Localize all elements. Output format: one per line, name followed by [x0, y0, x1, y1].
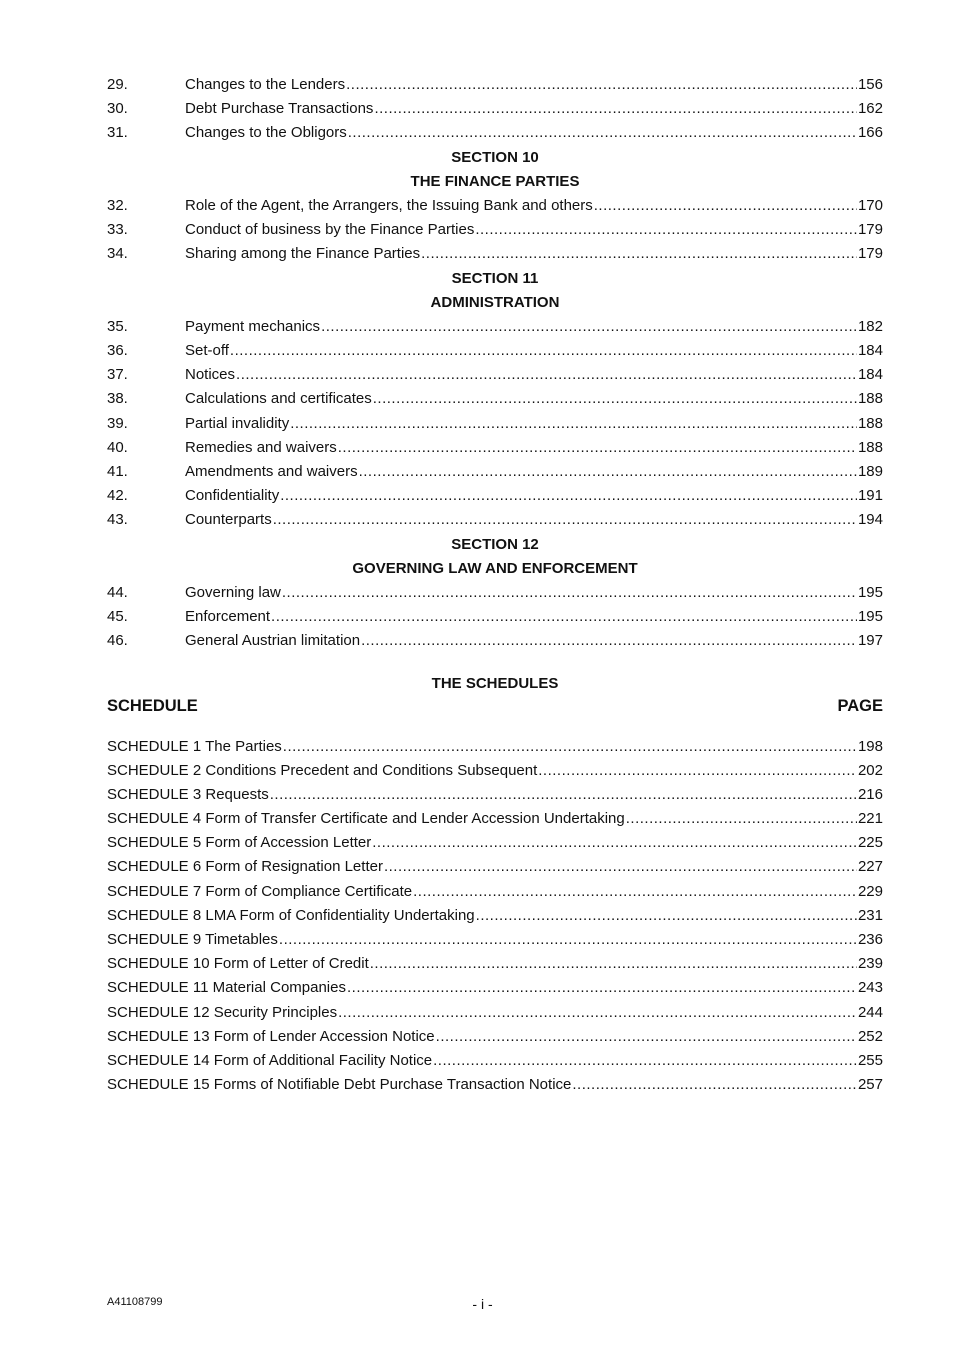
section-number: SECTION 10	[451, 148, 539, 166]
schedule-title: SCHEDULE 4 Form of Transfer Certificate and Lender Accession Undertaking	[107, 810, 625, 828]
toc-entry[interactable]	[107, 508, 883, 532]
section-heading: GOVERNING LAW AND ENFORCEMENT	[352, 559, 638, 577]
page-reference: 216	[857, 785, 883, 803]
schedule-title: SCHEDULE 1 The Parties	[107, 737, 282, 755]
clause-title: Payment mechanics	[185, 317, 321, 335]
clause-title: Enforcement	[185, 608, 271, 626]
page-reference: 179	[857, 221, 883, 239]
page-reference: 184	[857, 342, 883, 360]
toc-entry[interactable]	[107, 339, 883, 363]
clause-number: 45.	[107, 608, 128, 626]
dot-leader	[384, 855, 857, 879]
clause-title: Amendments and waivers	[185, 463, 358, 480]
toc-list	[107, 73, 883, 654]
page-number: - i -	[472, 1296, 493, 1312]
schedule-entry[interactable]	[107, 831, 883, 855]
clause-number: 44.	[107, 583, 128, 601]
schedule-entry[interactable]	[107, 976, 883, 1000]
section-heading: THE FINANCE PARTIES	[410, 172, 580, 190]
toc-entry[interactable]	[107, 363, 883, 387]
schedule-title: SCHEDULE 3 Requests	[107, 785, 269, 803]
dot-leader	[270, 783, 857, 807]
page-column-label: PAGE	[837, 696, 883, 715]
dot-leader	[433, 1049, 857, 1073]
page-reference: 191	[857, 487, 883, 505]
dot-leader	[347, 976, 857, 1000]
schedule-title: SCHEDULE 11 Material Companies	[107, 979, 346, 997]
clause-title: Role of the Agent, the Arrangers, the Issuing Bank and others	[185, 196, 593, 214]
page-reference: 170	[857, 196, 883, 214]
toc-entry[interactable]	[107, 484, 883, 508]
dot-leader	[321, 315, 857, 339]
dot-leader	[373, 387, 857, 411]
clause-number: 29.	[107, 76, 128, 93]
toc-entry[interactable]	[107, 412, 883, 436]
toc-entry[interactable]	[107, 581, 883, 605]
dot-leader	[361, 629, 857, 653]
dot-leader	[346, 73, 857, 97]
schedule-title: SCHEDULE 12 Security Principles	[107, 1003, 338, 1021]
section-heading: ADMINISTRATION	[430, 293, 560, 311]
page-reference: 166	[857, 124, 883, 142]
schedule-title: SCHEDULE 6 Form of Resignation Letter	[107, 858, 383, 876]
clause-number: 43.	[107, 511, 128, 529]
clause-number: 37.	[107, 366, 128, 384]
schedule-entry[interactable]	[107, 1073, 883, 1097]
page-reference: 184	[857, 366, 883, 384]
clause-number: 41.	[107, 463, 128, 480]
schedule-entry[interactable]	[107, 1001, 883, 1025]
page-reference: 156	[857, 76, 883, 93]
toc-entry[interactable]	[107, 242, 883, 266]
schedule-title: SCHEDULE 5 Form of Accession Letter	[107, 834, 372, 852]
clause-title: Changes to the Obligors	[185, 124, 347, 142]
dot-leader	[594, 194, 857, 218]
clause-title: Counterparts	[185, 511, 272, 529]
page-reference: 188	[857, 414, 883, 432]
toc-entry[interactable]	[107, 73, 883, 97]
dot-leader	[572, 1073, 857, 1097]
dot-leader	[374, 97, 857, 121]
dot-leader	[279, 928, 857, 952]
toc-entry[interactable]	[107, 629, 883, 653]
dot-leader	[421, 242, 857, 266]
section-number: SECTION 12	[451, 535, 539, 553]
clause-number: 38.	[107, 390, 128, 408]
schedule-title: SCHEDULE 10 Form of Letter of Credit	[107, 955, 369, 973]
dot-leader	[348, 121, 857, 145]
page-reference: 244	[857, 1003, 883, 1021]
page-reference: 198	[857, 737, 883, 755]
dot-leader	[370, 952, 857, 976]
schedule-entry[interactable]	[107, 855, 883, 879]
schedule-title: SCHEDULE 15 Forms of Notifiable Debt Purchase Transaction Notice	[107, 1076, 572, 1094]
page-reference: 227	[857, 858, 883, 876]
page-reference: 229	[857, 882, 883, 900]
page-reference: 257	[857, 1076, 883, 1094]
page-reference: 188	[857, 390, 883, 408]
page-reference: 194	[857, 511, 883, 529]
clause-number: 34.	[107, 245, 128, 263]
clause-title: Sharing among the Finance Parties	[185, 245, 421, 263]
schedule-title: SCHEDULE 13 Form of Lender Accession Notice	[107, 1027, 435, 1045]
schedule-entry[interactable]	[107, 880, 883, 904]
schedule-title: SCHEDULE 14 Form of Additional Facility Notice	[107, 1051, 433, 1069]
page-reference: 197	[857, 632, 883, 650]
schedule-entry[interactable]	[107, 1049, 883, 1073]
toc-entry[interactable]	[107, 218, 883, 242]
schedule-entry[interactable]	[107, 928, 883, 952]
clause-title: Changes to the Lenders	[185, 76, 346, 93]
clause-number: 46.	[107, 632, 128, 650]
clause-title: Debt Purchase Transactions	[185, 100, 374, 118]
toc-entry[interactable]	[107, 315, 883, 339]
dot-leader	[230, 339, 857, 363]
schedule-list	[107, 735, 883, 1098]
page-reference: 255	[857, 1051, 883, 1069]
page-reference: 231	[857, 906, 883, 924]
dot-leader	[475, 218, 857, 242]
clause-title: Confidentiality	[185, 487, 280, 505]
schedule-entry[interactable]	[107, 904, 883, 928]
toc-entry[interactable]	[107, 605, 883, 629]
toc-entry[interactable]	[107, 97, 883, 121]
dot-leader	[280, 484, 857, 508]
dot-leader	[338, 436, 857, 460]
clause-title: Notices	[185, 366, 236, 384]
clause-number: 35.	[107, 317, 128, 335]
schedules-heading: THE SCHEDULES	[431, 674, 559, 692]
clause-number: 39.	[107, 414, 128, 432]
document-reference: A41108799	[107, 1296, 163, 1308]
clause-title: Calculations and certificates	[185, 390, 372, 408]
toc-entry[interactable]	[107, 436, 883, 460]
clause-title: Remedies and waivers	[185, 438, 337, 456]
clause-title: General Austrian limitation	[185, 632, 361, 650]
toc-entry[interactable]	[107, 121, 883, 145]
dot-leader	[413, 880, 857, 904]
dot-leader	[538, 759, 857, 783]
dot-leader	[273, 508, 857, 532]
page-reference: 221	[857, 810, 883, 828]
clause-title: Set-off	[185, 342, 229, 360]
page-reference: 182	[857, 317, 883, 335]
toc-entry[interactable]	[107, 387, 883, 411]
toc-page	[107, 73, 883, 1097]
clause-number: 33.	[107, 221, 128, 239]
section-number: SECTION 11	[451, 269, 539, 287]
page-reference: 236	[857, 931, 883, 948]
page-reference: 189	[857, 463, 883, 480]
schedule-column-label: SCHEDULE	[107, 696, 198, 715]
clause-number: 31.	[107, 124, 128, 142]
schedule-title: SCHEDULE 2 Conditions Precedent and Conditions Subsequent	[107, 761, 538, 779]
dot-leader	[359, 460, 857, 484]
clause-number: 36.	[107, 342, 128, 360]
dot-leader	[626, 807, 857, 831]
dot-leader	[271, 605, 857, 629]
page-reference: 252	[857, 1027, 883, 1045]
dot-leader	[476, 904, 857, 928]
clause-number: 40.	[107, 438, 128, 456]
dot-leader	[436, 1025, 857, 1049]
page-reference: 195	[857, 608, 883, 626]
toc-entry[interactable]	[107, 194, 883, 218]
clause-number: 42.	[107, 487, 128, 505]
page-reference: 195	[857, 583, 883, 601]
dot-leader	[372, 831, 857, 855]
schedule-entry[interactable]	[107, 735, 883, 759]
dot-leader	[283, 735, 857, 759]
schedule-entry[interactable]	[107, 783, 883, 807]
page-reference: 225	[857, 834, 883, 852]
schedule-title: SCHEDULE 8 LMA Form of Confidentiality Undertaking	[107, 906, 475, 924]
schedule-entry[interactable]	[107, 952, 883, 976]
page-reference: 162	[857, 100, 883, 118]
clause-title: Partial invalidity	[185, 414, 290, 432]
page-reference: 202	[857, 761, 883, 779]
schedule-entry[interactable]	[107, 807, 883, 831]
toc-entry[interactable]	[107, 460, 883, 484]
page-reference: 188	[857, 438, 883, 456]
clause-title: Conduct of business by the Finance Parties	[185, 221, 475, 239]
page-reference: 243	[857, 979, 883, 997]
dot-leader	[290, 412, 857, 436]
schedule-column-headers	[107, 695, 883, 717]
schedule-entry[interactable]	[107, 759, 883, 783]
schedule-title: SCHEDULE 7 Form of Compliance Certificate	[107, 882, 413, 900]
clause-number: 30.	[107, 100, 128, 118]
dot-leader	[282, 581, 857, 605]
page-reference: 239	[857, 955, 883, 973]
dot-leader	[338, 1001, 857, 1025]
page-reference: 179	[857, 245, 883, 263]
dot-leader	[236, 363, 857, 387]
schedule-title: SCHEDULE 9 Timetables	[107, 931, 278, 948]
clause-title: Governing law	[185, 583, 281, 601]
schedule-entry[interactable]	[107, 1025, 883, 1049]
clause-number: 32.	[107, 196, 128, 214]
